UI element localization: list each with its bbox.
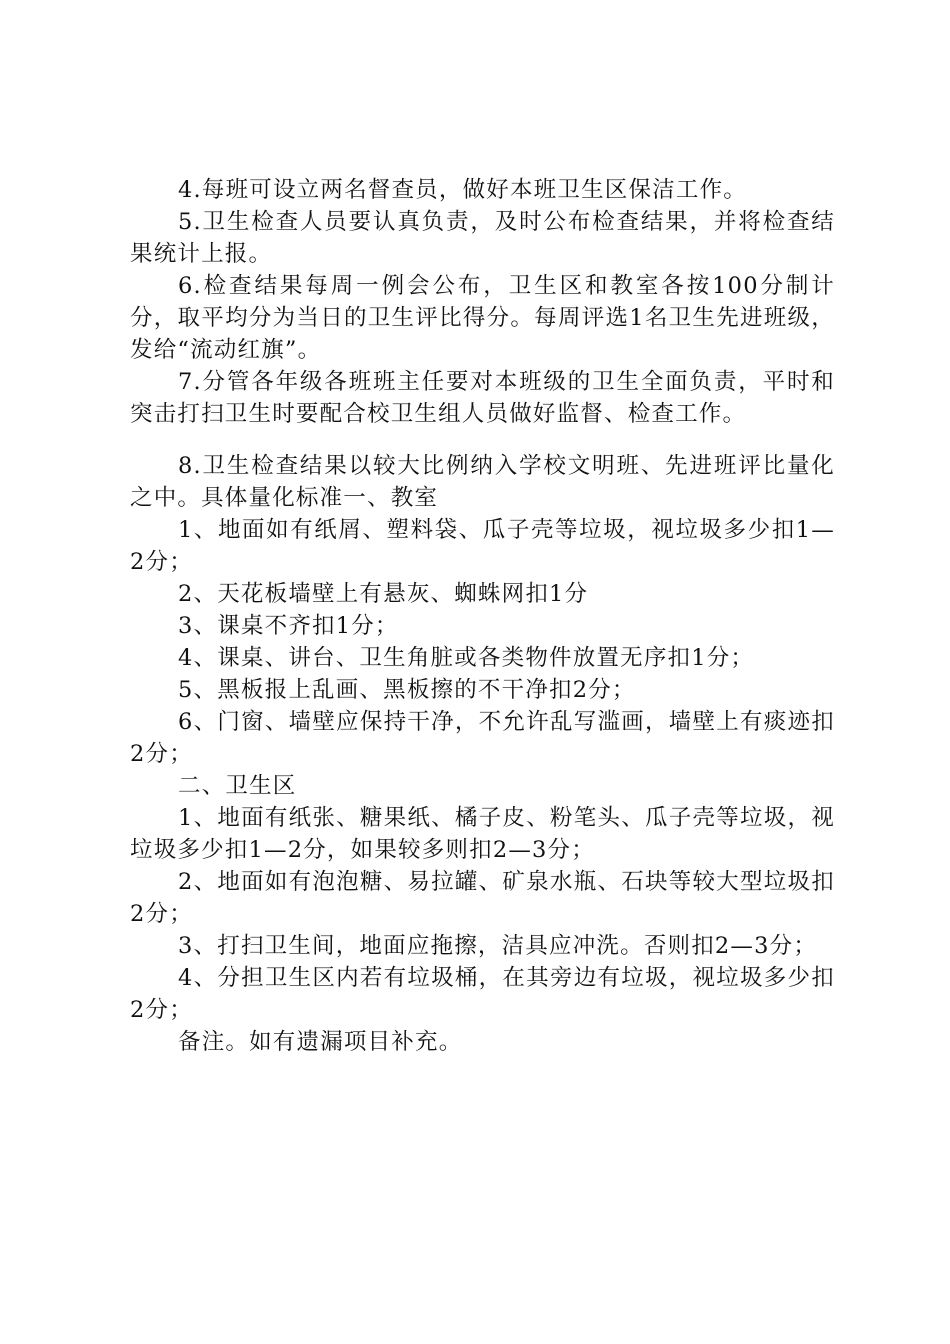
paragraph-6: 6.检查结果每周一例会公布，卫生区和教室各按100分制计分，取平均分为当日的卫生评比得分。每周评选1名卫生先进班级，发给“流动红旗”。	[130, 273, 835, 363]
area-rule-3: 3、打扫卫生间，地面应拖擦，洁具应冲洗。否则扣2—3分；	[178, 933, 818, 959]
classroom-rule-4: 4、课桌、讲台、卫生角脏或各类物件放置无序扣1分；	[178, 645, 755, 671]
document-body	[130, 174, 835, 1058]
paragraph-5: 5.卫生检查人员要认真负责，及时公布检查结果，并将检查结果统计上报。	[130, 209, 835, 267]
area-rule-2: 2、地面如有泡泡糖、易拉罐、矿泉水瓶、石块等较大型垃圾扣2分；	[130, 869, 835, 927]
classroom-rule-1: 1、地面如有纸屑、塑料袋、瓜子壳等垃圾，视垃圾多少扣1—2分；	[130, 517, 835, 575]
paragraph-4: 4.每班可设立两名督查员，做好本班卫生区保洁工作。	[178, 177, 747, 203]
classroom-rule-2: 2、天花板墙壁上有悬灰、蜘蛛网扣1分	[178, 581, 589, 607]
paragraph-7: 7.分管各年级各班班主任要对本班级的卫生全面负责，平时和突击打扫卫生时要配合校卫生组人员做好监督、检查工作。	[130, 369, 835, 427]
classroom-rule-5: 5、黑板报上乱画、黑板擦的不干净扣2分；	[178, 677, 636, 703]
area-rule-4: 4、分担卫生区内若有垃圾桶，在其旁边有垃圾，视垃圾多少扣2分；	[130, 965, 835, 1023]
paragraph-8: 8.卫生检查结果以较大比例纳入学校文明班、先进班评比量化之中。具体量化标准一、教室	[130, 453, 835, 511]
area-rule-1: 1、地面有纸张、糖果纸、橘子皮、粉笔头、瓜子壳等垃圾，视垃圾多少扣1—2分，如果较多则扣2—3分；	[130, 805, 835, 863]
section-heading-hygiene-area: 二、卫生区	[178, 773, 297, 799]
remark: 备注。如有遗漏项目补充。	[178, 1029, 463, 1055]
classroom-rule-3: 3、课桌不齐扣1分；	[178, 613, 399, 639]
classroom-rule-6: 6、门窗、墙壁应保持干净，不允许乱写滥画，墙壁上有痰迹扣2分；	[130, 709, 835, 767]
paragraph-gap	[130, 430, 835, 450]
